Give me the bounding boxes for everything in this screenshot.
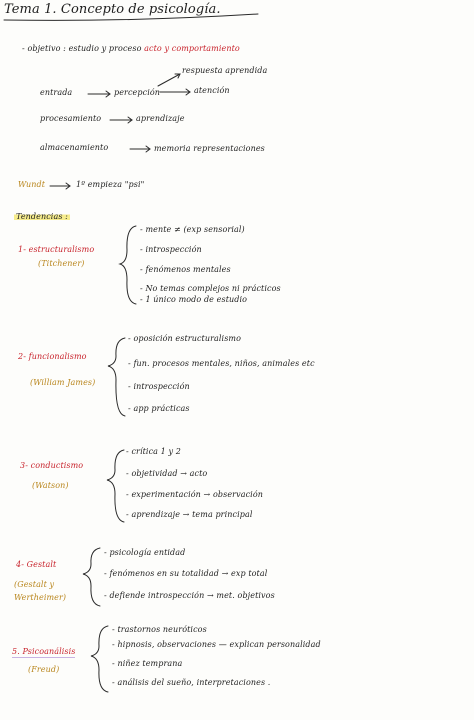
list-item: - psicología entidad [104, 548, 186, 557]
tendencias-label: Tendencias : [16, 212, 68, 221]
objective-highlight: acto y comportamiento [144, 44, 240, 53]
list-item: - niñez temprana [112, 659, 183, 668]
page-title: Tema 1. Concepto de psicología. [4, 2, 221, 17]
school-name: 2- funcionalismo [18, 352, 87, 361]
list-item: - experimentación → observación [126, 490, 263, 499]
flow-atencion: atención [194, 86, 230, 95]
flow-memoria: memoria representaciones [154, 144, 265, 153]
list-item: - introspección [128, 382, 190, 391]
school-name-text: 5. Psicoanálisis [12, 647, 76, 656]
list-item: - fenómenos mentales [140, 265, 231, 274]
list-item: - crítica 1 y 2 [126, 447, 181, 456]
list-item: - aprendizaje → tema principal [126, 510, 253, 519]
list-item: - app prácticas [128, 404, 190, 413]
school-author: (William James) [30, 378, 96, 387]
flow-percepcion: percepción [114, 88, 161, 97]
school-author: (Gestalt y Wertheimer) [14, 580, 67, 602]
flow-aprendizaje: aprendizaje [136, 114, 185, 123]
school-author: (Titchener) [38, 259, 85, 268]
list-item: - fenómenos en su totalidad → exp total [104, 569, 268, 578]
list-item: - No temas complejos ni prácticos [140, 284, 281, 293]
school-author: (Freud) [28, 665, 60, 674]
list-item: - trastornos neuróticos [112, 625, 207, 634]
flow-procesamiento: procesamiento [40, 114, 102, 123]
school-name: 3- conductismo [20, 461, 84, 470]
list-item: - introspección [140, 245, 202, 254]
list-item: - análisis del sueño, interpretaciones . [112, 678, 271, 687]
list-item: - 1 único modo de estudio [140, 295, 248, 304]
list-item: - objetividad → acto [126, 469, 208, 478]
list-item: - defiende introspección → met. objetivos [104, 591, 275, 600]
list-item: - hipnosis, observaciones — explican personalidad [112, 640, 321, 649]
school-name [12, 647, 75, 656]
school-author: (Watson) [32, 481, 69, 490]
flow-almacenamiento: almacenamiento [40, 143, 109, 152]
list-item: - oposición estructuralismo [128, 334, 242, 343]
wundt-name: Wundt [18, 180, 46, 189]
objective-line [22, 44, 240, 53]
list-item: - fun. procesos mentales, niños, animales etc [128, 359, 315, 368]
objective-text: - objetivo : estudio y proceso [22, 44, 142, 53]
flow-entrada: entrada [40, 88, 73, 97]
list-item: - mente ≠ (exp sensorial) [140, 225, 245, 234]
school-name: 4- Gestalt [16, 560, 57, 569]
flow-respuesta: respuesta aprendida [182, 66, 268, 75]
school-name: 1- estructuralismo [18, 245, 95, 254]
wundt-text: 1º empieza "psi" [76, 180, 145, 189]
